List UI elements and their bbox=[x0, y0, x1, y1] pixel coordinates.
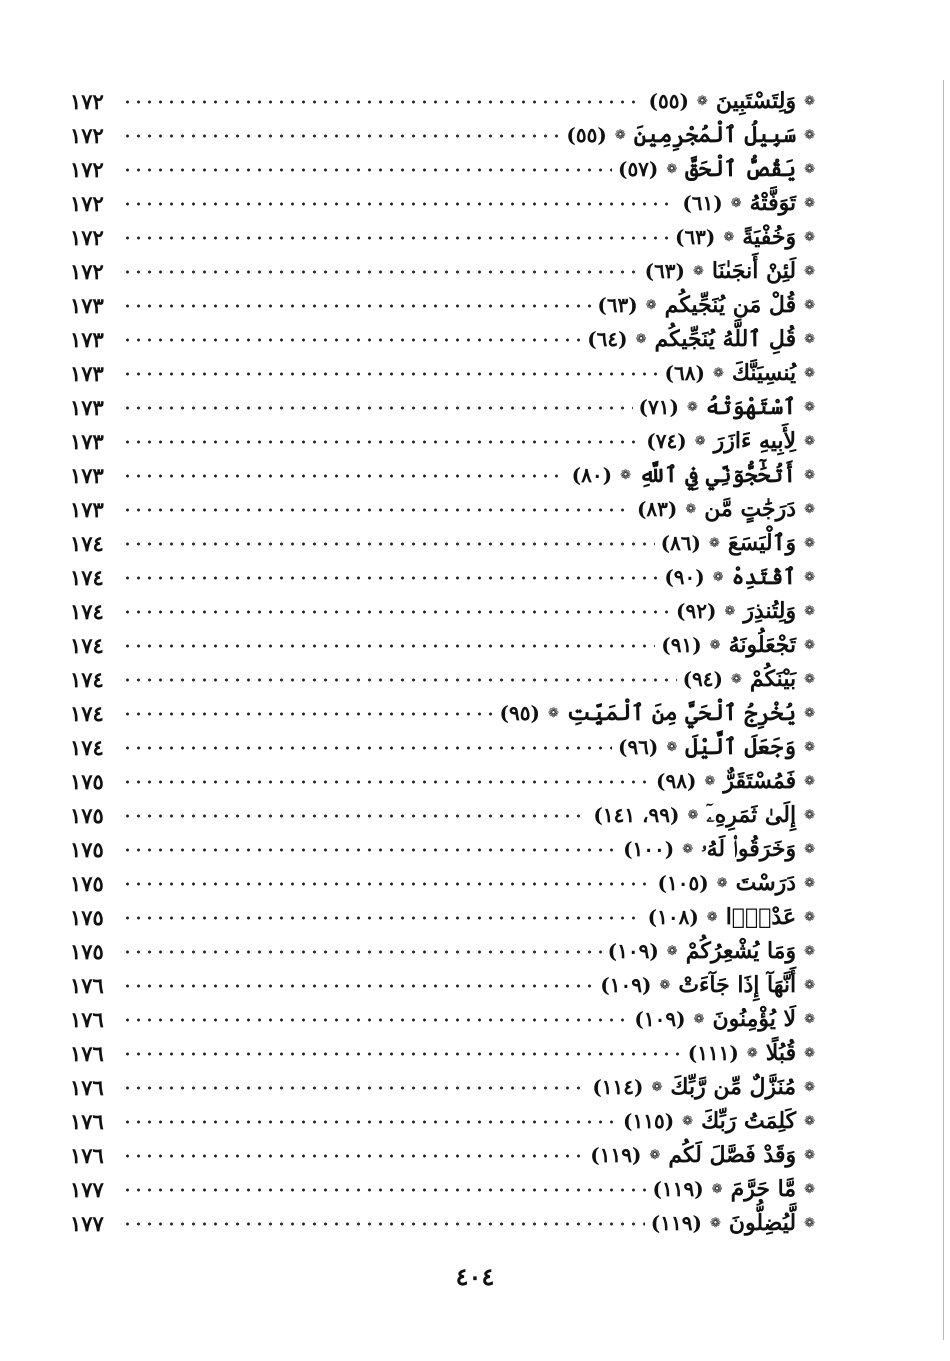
quran-word: وَجَعَلَ ٱلَّيْلَ bbox=[685, 734, 797, 760]
index-entry bbox=[634, 1006, 815, 1032]
index-page-number: ١٧٣ bbox=[70, 428, 104, 454]
index-entry bbox=[500, 700, 815, 726]
verse-reference: (١٠٨) bbox=[647, 905, 699, 929]
ornament-open-icon: ❁ bbox=[804, 365, 815, 381]
index-page-number: ١٧٣ bbox=[70, 292, 104, 318]
dot-leader bbox=[122, 946, 602, 958]
page-number-footer: ٤٠٤ bbox=[455, 1262, 495, 1291]
quran-word: قُلِ ٱللَّهُ يُنَجِّيكُم bbox=[654, 326, 797, 352]
ornament-close-icon: ❁ bbox=[693, 263, 704, 279]
index-row bbox=[70, 968, 815, 1002]
ornament-open-icon: ❁ bbox=[804, 1181, 815, 1197]
ornament-close-icon: ❁ bbox=[620, 467, 631, 483]
index-entry bbox=[645, 258, 815, 284]
index-row bbox=[70, 492, 815, 526]
dot-leader bbox=[122, 436, 640, 448]
dot-leader bbox=[122, 878, 652, 890]
dot-leader bbox=[122, 572, 658, 584]
quran-word: لَّيُضِلُّونَ bbox=[728, 1210, 797, 1236]
index-entry bbox=[665, 360, 815, 386]
ornament-close-icon: ❁ bbox=[685, 501, 697, 517]
ornament-close-icon: ❁ bbox=[651, 1079, 663, 1095]
verse-reference: (١١٤) bbox=[592, 1075, 644, 1099]
index-entry bbox=[661, 632, 815, 658]
dot-leader bbox=[122, 334, 581, 346]
index-entry bbox=[608, 938, 815, 964]
ornament-open-icon: ❁ bbox=[804, 773, 815, 789]
verse-reference: (٥٥) bbox=[566, 123, 607, 147]
index-row bbox=[70, 220, 815, 254]
ornament-close-icon: ❁ bbox=[666, 161, 678, 177]
dot-leader bbox=[122, 1184, 647, 1196]
index-page-number: ١٧٦ bbox=[70, 1006, 104, 1032]
verse-reference: (١١٩) bbox=[590, 1143, 642, 1167]
quran-word: لَئِنْ أَنجَىٰنَا bbox=[711, 258, 797, 284]
ornament-close-icon: ❁ bbox=[706, 909, 718, 925]
dot-leader bbox=[122, 402, 633, 414]
ornament-open-icon: ❁ bbox=[804, 875, 815, 891]
verse-reference: (٩٢) bbox=[675, 599, 717, 623]
index-entry bbox=[676, 598, 815, 624]
index-row bbox=[70, 254, 815, 288]
ornament-close-icon: ❁ bbox=[659, 977, 671, 993]
dot-leader bbox=[122, 504, 631, 516]
index-row bbox=[70, 730, 815, 764]
verse-reference: (٨٣) bbox=[636, 497, 678, 521]
dot-leader bbox=[122, 130, 560, 142]
index-row bbox=[70, 934, 815, 968]
verse-reference: (٩١) bbox=[661, 633, 702, 657]
ornament-open-icon: ❁ bbox=[804, 943, 815, 959]
index-page-number: ١٧٧ bbox=[70, 1176, 104, 1202]
dot-leader bbox=[122, 232, 669, 244]
index-list bbox=[70, 84, 815, 1240]
dot-leader bbox=[122, 470, 566, 482]
ornament-close-icon: ❁ bbox=[709, 637, 721, 653]
ornament-close-icon: ❁ bbox=[682, 841, 694, 857]
quran-word: وَمَا يُشْعِرُكُمْ bbox=[685, 938, 797, 964]
index-row bbox=[70, 152, 815, 186]
ornament-close-icon: ❁ bbox=[712, 365, 724, 381]
verse-reference: (٦٤) bbox=[587, 327, 628, 351]
dot-leader bbox=[122, 538, 655, 550]
ornament-open-icon: ❁ bbox=[804, 535, 815, 551]
index-page-number: ١٧٦ bbox=[70, 1142, 104, 1168]
quran-word: قُلْ مَن يُنَجِّيكُم bbox=[664, 292, 797, 318]
ornament-close-icon: ❁ bbox=[711, 1181, 723, 1197]
quran-word: قُبُلًا bbox=[765, 1040, 797, 1066]
ornament-open-icon: ❁ bbox=[804, 705, 815, 721]
ornament-open-icon: ❁ bbox=[804, 1011, 815, 1027]
verse-reference: (٩٠) bbox=[664, 565, 705, 589]
ornament-open-icon: ❁ bbox=[804, 127, 815, 143]
index-page-number: ١٧٦ bbox=[70, 1040, 104, 1066]
ornament-close-icon: ❁ bbox=[724, 603, 736, 619]
ornament-open-icon: ❁ bbox=[804, 977, 815, 993]
index-page-number: ١٧٤ bbox=[70, 564, 104, 590]
ornament-close-icon: ❁ bbox=[709, 1215, 721, 1231]
quran-word: وَخُفْيَةً bbox=[742, 224, 797, 250]
quran-word: فَمُسْتَقَرٌّ bbox=[723, 768, 797, 794]
ornament-close-icon: ❁ bbox=[686, 399, 698, 415]
quran-word: وَلِتُنذِرَ bbox=[743, 598, 797, 624]
verse-reference: (١١٩) bbox=[650, 1211, 702, 1235]
index-row bbox=[70, 390, 815, 424]
dot-leader bbox=[122, 300, 591, 312]
ornament-close-icon: ❁ bbox=[723, 229, 735, 245]
index-row bbox=[70, 424, 815, 458]
dot-leader bbox=[122, 1116, 617, 1128]
page-edge-line bbox=[943, 80, 944, 1340]
index-row bbox=[70, 900, 815, 934]
ornament-open-icon: ❁ bbox=[804, 1045, 815, 1061]
quran-word: وَخَرَقُوا۟ لَهُۥ bbox=[701, 836, 797, 862]
index-page-number: ١٧٥ bbox=[70, 802, 104, 828]
ornament-close-icon: ❁ bbox=[649, 1147, 661, 1163]
index-row bbox=[70, 458, 815, 492]
index-page-number: ١٧٧ bbox=[70, 1210, 104, 1236]
index-row bbox=[70, 288, 815, 322]
index-row bbox=[70, 1104, 815, 1138]
dot-leader bbox=[122, 742, 612, 754]
index-page-number: ١٧٤ bbox=[70, 700, 104, 726]
index-page-number: ١٧٣ bbox=[70, 462, 104, 488]
ornament-open-icon: ❁ bbox=[804, 1147, 815, 1163]
ornament-open-icon: ❁ bbox=[804, 229, 815, 245]
ornament-open-icon: ❁ bbox=[804, 569, 815, 585]
verse-reference: (٨٦) bbox=[660, 531, 701, 555]
ornament-open-icon: ❁ bbox=[804, 637, 815, 653]
ornament-open-icon: ❁ bbox=[804, 671, 815, 687]
quran-word: كَلِمَتُ رَبِّكَ bbox=[701, 1108, 797, 1134]
index-page-number: ١٧٥ bbox=[70, 836, 104, 862]
index-entry bbox=[664, 564, 815, 590]
index-entry bbox=[675, 224, 815, 250]
quran-word: ٱسْتَهْوَتْهُ bbox=[705, 394, 797, 420]
quran-word: إِلَىٰ ثَمَرِهِۦٓ bbox=[706, 802, 797, 828]
dot-leader bbox=[122, 844, 617, 856]
quran-word: لِأَبِيهِ ءَازَرَ bbox=[713, 428, 797, 454]
index-page-number: ١٧٢ bbox=[70, 258, 104, 284]
ornament-close-icon: ❁ bbox=[730, 671, 742, 687]
ornament-close-icon: ❁ bbox=[547, 705, 559, 721]
dot-leader bbox=[122, 96, 643, 108]
index-row bbox=[70, 1138, 815, 1172]
dot-leader bbox=[122, 708, 494, 720]
quran-word: بَيْنَكُمْ bbox=[749, 666, 797, 692]
dot-leader bbox=[122, 1014, 628, 1026]
index-row bbox=[70, 1172, 815, 1206]
verse-reference: (٩٤) bbox=[682, 667, 723, 691]
index-page-number: ١٧٤ bbox=[70, 632, 104, 658]
verse-reference: (١١٩) bbox=[652, 1177, 704, 1201]
index-entry bbox=[646, 428, 815, 454]
verse-reference: (١٠٠) bbox=[623, 837, 675, 861]
index-row bbox=[70, 628, 815, 662]
index-entry bbox=[649, 88, 816, 114]
quran-word: يُنسِيَنَّكَ bbox=[731, 360, 797, 386]
index-page-number: ١٧٤ bbox=[70, 530, 104, 556]
index-page-number: ١٧٥ bbox=[70, 870, 104, 896]
index-row bbox=[70, 526, 815, 560]
ornament-open-icon: ❁ bbox=[804, 195, 815, 211]
index-page-number: ١٧٢ bbox=[70, 88, 104, 114]
verse-reference: (٥٥) bbox=[648, 89, 689, 113]
ornament-close-icon: ❁ bbox=[712, 569, 724, 585]
index-page-number: ١٧٣ bbox=[70, 394, 104, 420]
index-row bbox=[70, 866, 815, 900]
verse-reference: (١٠٩) bbox=[634, 1007, 686, 1031]
verse-reference: (١١٥) bbox=[622, 1109, 675, 1133]
verse-reference: (٦٣) bbox=[597, 293, 638, 317]
index-entry bbox=[623, 1108, 815, 1134]
index-row bbox=[70, 798, 815, 832]
ornament-close-icon: ❁ bbox=[645, 297, 657, 313]
ornament-open-icon: ❁ bbox=[804, 739, 815, 755]
index-entry bbox=[637, 496, 815, 522]
ornament-open-icon: ❁ bbox=[804, 467, 815, 483]
ornament-open-icon: ❁ bbox=[804, 93, 815, 109]
index-entry bbox=[587, 326, 815, 352]
index-page-number: ١٧٣ bbox=[70, 326, 104, 352]
ornament-open-icon: ❁ bbox=[804, 433, 815, 449]
index-row bbox=[70, 1002, 815, 1036]
ornament-close-icon: ❁ bbox=[704, 773, 716, 789]
quran-word: لَا يُؤْمِنُونَ bbox=[712, 1006, 797, 1032]
dot-leader bbox=[122, 1048, 682, 1060]
index-row bbox=[70, 1036, 815, 1070]
index-entry bbox=[656, 768, 815, 794]
index-entry bbox=[597, 292, 815, 318]
verse-reference: (١١١) bbox=[687, 1041, 739, 1065]
ornament-close-icon: ❁ bbox=[746, 1045, 758, 1061]
index-page-number: ١٧٦ bbox=[70, 1074, 104, 1100]
index-row bbox=[70, 832, 815, 866]
quran-word: دَرَجَٰتٍ مَّن bbox=[704, 496, 797, 522]
index-row bbox=[70, 84, 815, 118]
dot-leader bbox=[122, 912, 642, 924]
verse-reference: (٩٩، ١٤١) bbox=[593, 803, 680, 827]
index-entry bbox=[592, 1074, 815, 1100]
index-page-number: ١٧٢ bbox=[70, 190, 104, 216]
index-row bbox=[70, 662, 815, 696]
quran-word: وَلِتَسْتَبِينَ bbox=[715, 88, 797, 114]
index-page-number: ١٧٤ bbox=[70, 734, 104, 760]
ornament-open-icon: ❁ bbox=[804, 161, 815, 177]
dot-leader bbox=[122, 980, 594, 992]
index-page-number: ١٧٥ bbox=[70, 768, 104, 794]
quran-word: وَٱلْيَسَعَ bbox=[727, 530, 797, 556]
verse-reference: (١٠٥) bbox=[657, 871, 709, 895]
verse-reference: (٩٦) bbox=[617, 735, 659, 759]
quran-word: تَوَفَّتْهُ bbox=[749, 190, 797, 216]
ornament-open-icon: ❁ bbox=[804, 1079, 815, 1095]
verse-reference: (٦٣) bbox=[644, 259, 686, 283]
ornament-close-icon: ❁ bbox=[666, 739, 678, 755]
dot-leader bbox=[122, 810, 587, 822]
index-entry bbox=[590, 1142, 815, 1168]
index-page-number: ١٧٤ bbox=[70, 666, 104, 692]
verse-reference: (٧١) bbox=[638, 395, 679, 419]
index-entry bbox=[653, 1176, 816, 1202]
index-entry bbox=[661, 530, 815, 556]
index-entry bbox=[658, 870, 815, 896]
ornament-close-icon: ❁ bbox=[708, 535, 720, 551]
index-page-number: ١٧٣ bbox=[70, 360, 104, 386]
index-entry bbox=[623, 836, 815, 862]
ornament-open-icon: ❁ bbox=[804, 1113, 815, 1129]
quran-word: دَرَسْتَ bbox=[735, 870, 797, 896]
quran-word: عَدْوًۢا bbox=[725, 904, 797, 930]
index-page-number: ١٧٢ bbox=[70, 156, 104, 182]
ornament-close-icon: ❁ bbox=[635, 331, 647, 347]
ornament-open-icon: ❁ bbox=[804, 841, 815, 857]
dot-leader bbox=[122, 776, 650, 788]
index-row bbox=[70, 118, 815, 152]
ornament-open-icon: ❁ bbox=[804, 263, 815, 279]
quran-word: تَجْعَلُونَهُ bbox=[728, 632, 797, 658]
ornament-close-icon: ❁ bbox=[666, 943, 678, 959]
index-page-number: ١٧٥ bbox=[70, 904, 104, 930]
ornament-close-icon: ❁ bbox=[614, 127, 626, 143]
ornament-close-icon: ❁ bbox=[687, 807, 699, 823]
index-row bbox=[70, 696, 815, 730]
verse-reference: (٩٥) bbox=[499, 701, 540, 725]
index-entry bbox=[683, 666, 815, 692]
index-row bbox=[70, 356, 815, 390]
index-entry bbox=[651, 1210, 815, 1236]
index-row bbox=[70, 560, 815, 594]
dot-leader bbox=[122, 1150, 584, 1162]
ornament-open-icon: ❁ bbox=[804, 909, 815, 925]
ornament-open-icon: ❁ bbox=[804, 331, 815, 347]
verse-reference: (٥٧) bbox=[617, 157, 659, 181]
quran-word: ٱقْتَدِهْ bbox=[731, 564, 797, 590]
index-entry bbox=[688, 1040, 815, 1066]
dot-leader bbox=[122, 640, 655, 652]
verse-reference: (٦١) bbox=[682, 191, 723, 215]
index-entry bbox=[648, 904, 815, 930]
index-entry bbox=[566, 122, 815, 148]
ornament-close-icon: ❁ bbox=[730, 195, 742, 211]
ornament-close-icon: ❁ bbox=[693, 1011, 705, 1027]
ornament-open-icon: ❁ bbox=[804, 1215, 815, 1231]
index-row bbox=[70, 186, 815, 220]
index-row bbox=[70, 594, 815, 628]
index-page-number: ١٧٢ bbox=[70, 224, 104, 250]
verse-reference: (٨٠) bbox=[571, 463, 613, 487]
verse-reference: (٧٤) bbox=[646, 429, 687, 453]
dot-leader bbox=[122, 1218, 645, 1230]
dot-leader bbox=[122, 266, 639, 278]
verse-reference: (٩٨) bbox=[655, 769, 697, 793]
index-page-number: ١٧٤ bbox=[70, 598, 104, 624]
index-page-number: ١٧٢ bbox=[70, 122, 104, 148]
verse-reference: (١٠٩) bbox=[600, 973, 652, 997]
index-entry bbox=[682, 190, 815, 216]
index-row bbox=[70, 1070, 815, 1104]
dot-leader bbox=[122, 368, 659, 380]
dot-leader bbox=[122, 1082, 586, 1094]
index-page-number: ١٧٦ bbox=[70, 1108, 104, 1134]
index-entry bbox=[593, 802, 815, 828]
index-entry bbox=[600, 972, 815, 998]
index-entry bbox=[618, 734, 815, 760]
index-entry bbox=[639, 394, 815, 420]
quran-word: يُخْرِجُ ٱلْحَيَّ مِنَ ٱلْمَيِّتِ bbox=[566, 700, 797, 726]
verse-reference: (٦٣) bbox=[674, 225, 716, 249]
index-row bbox=[70, 322, 815, 356]
verse-reference: (٦٨) bbox=[664, 361, 705, 385]
quran-word: يَقُصُّ ٱلْحَقَّ bbox=[685, 156, 797, 182]
dot-leader bbox=[122, 606, 670, 618]
dot-leader bbox=[122, 164, 612, 176]
ornament-open-icon: ❁ bbox=[804, 501, 815, 517]
quran-word: سَبِيلُ ٱلْمُجْرِمِينَ bbox=[633, 122, 797, 148]
ornament-close-icon: ❁ bbox=[694, 433, 706, 449]
ornament-open-icon: ❁ bbox=[804, 297, 815, 313]
ornament-open-icon: ❁ bbox=[804, 399, 815, 415]
ornament-close-icon: ❁ bbox=[696, 93, 708, 109]
ornament-open-icon: ❁ bbox=[804, 603, 815, 619]
verse-reference: (١٠٩) bbox=[607, 939, 659, 963]
ornament-close-icon: ❁ bbox=[716, 875, 728, 891]
quran-word: مُنَزَّلٌ مِّن رَّبِّكَ bbox=[670, 1074, 797, 1100]
index-entry bbox=[572, 462, 815, 488]
quran-word: أَتُحَٰٓجُّوٓنِّي فِي ٱللَّهِ bbox=[638, 462, 797, 488]
index-row bbox=[70, 1206, 815, 1240]
index-page-number: ١٧٦ bbox=[70, 972, 104, 998]
quran-word: مَّا حَرَّمَ bbox=[730, 1176, 797, 1202]
dot-leader bbox=[122, 198, 676, 210]
quran-word: وَقَدْ فَصَّلَ لَكُم bbox=[668, 1142, 797, 1168]
index-entry bbox=[618, 156, 815, 182]
index-row bbox=[70, 764, 815, 798]
index-page-number: ١٧٣ bbox=[70, 496, 104, 522]
index-page-number: ١٧٥ bbox=[70, 938, 104, 964]
ornament-open-icon: ❁ bbox=[804, 807, 815, 823]
dot-leader bbox=[122, 674, 677, 686]
ornament-close-icon: ❁ bbox=[682, 1113, 694, 1129]
quran-word: أَنَّهَآ إِذَا جَآءَتْ bbox=[678, 972, 797, 998]
